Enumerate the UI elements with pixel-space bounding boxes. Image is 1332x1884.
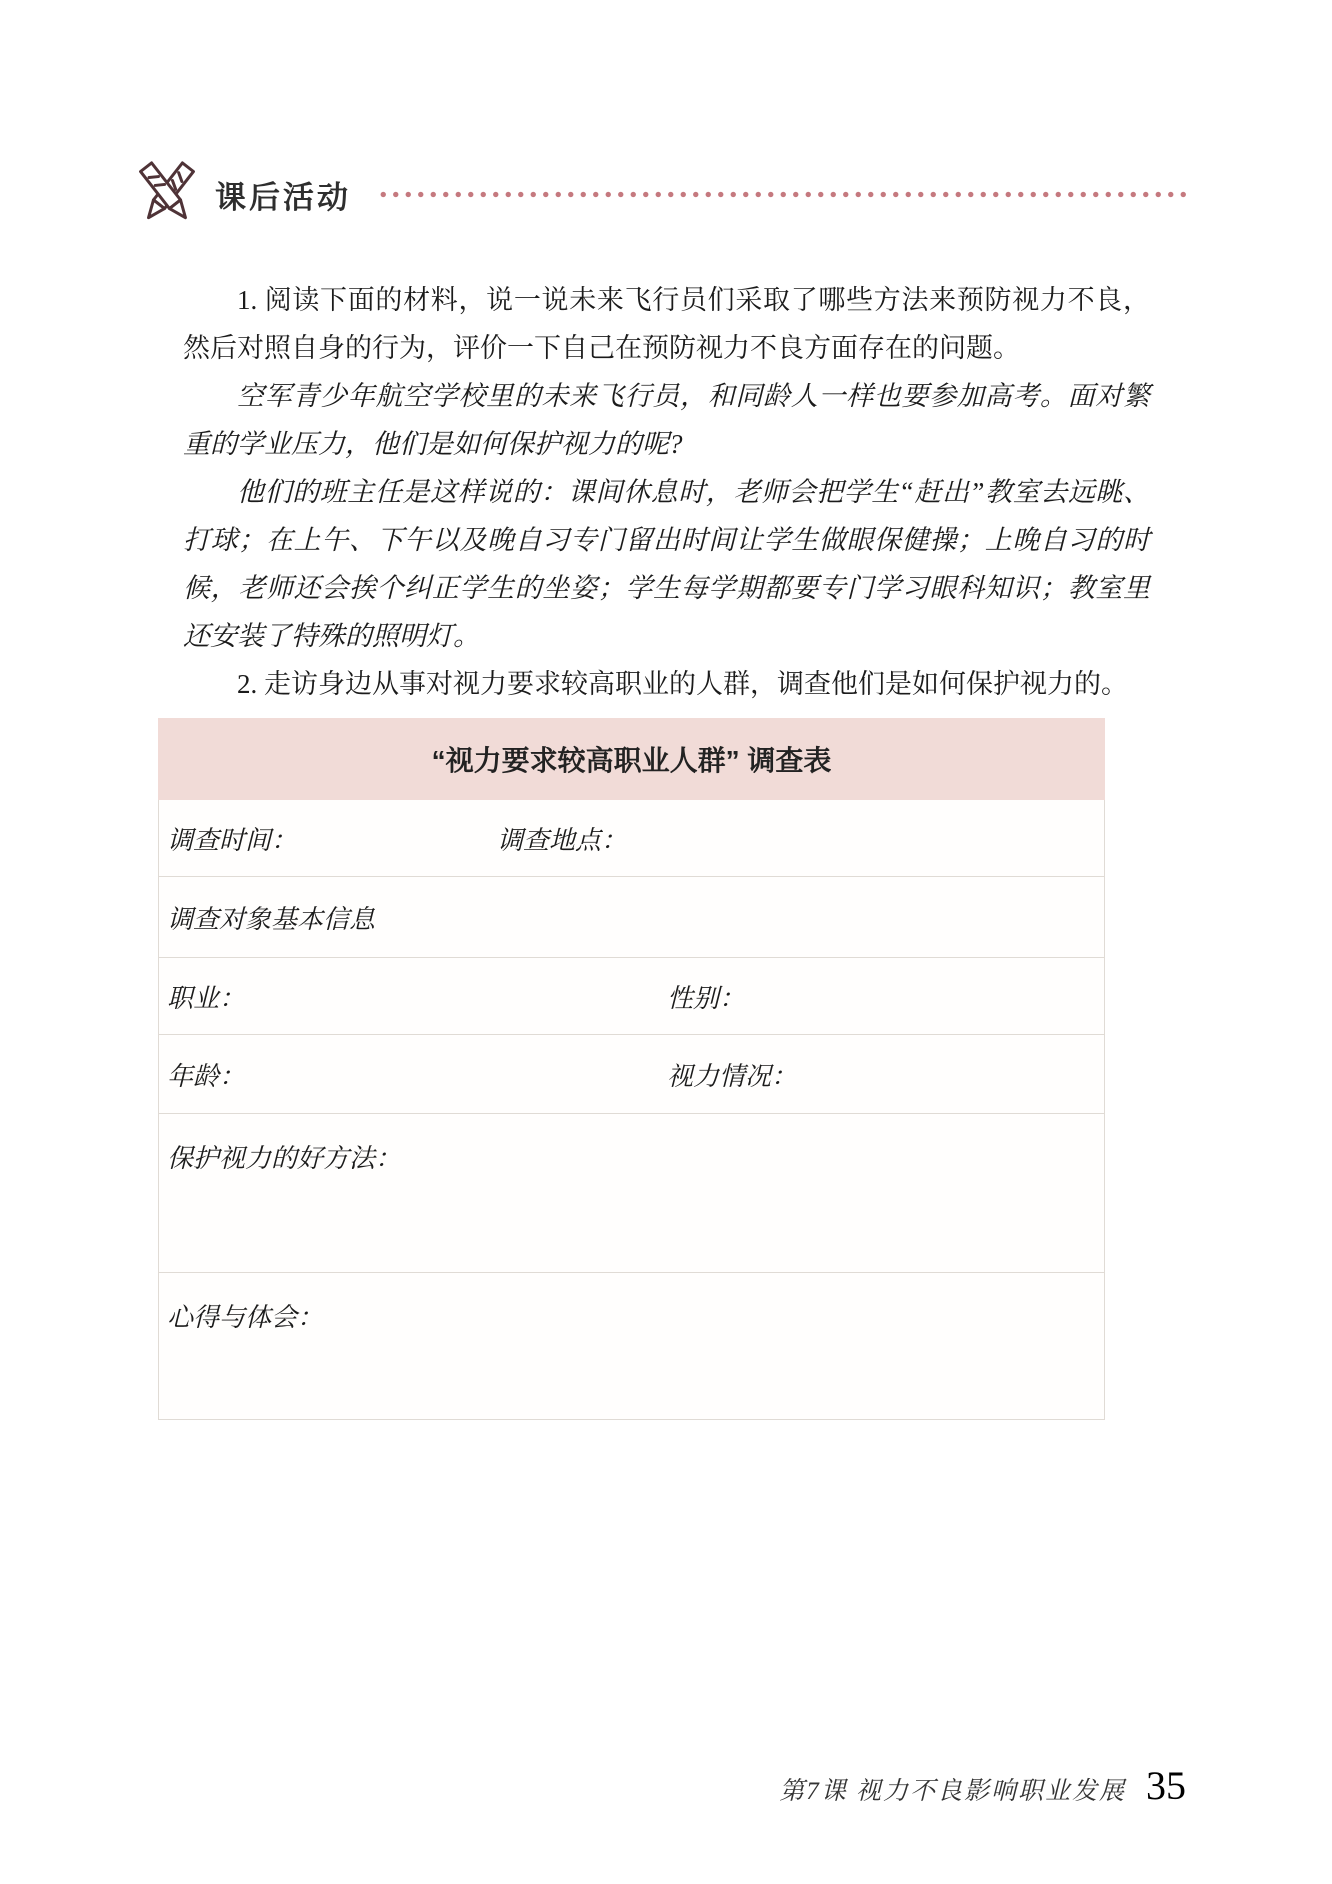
page-footer bbox=[779, 1762, 1186, 1809]
body-text bbox=[183, 276, 1150, 708]
survey-subject-info-label: 调查对象基本信息 bbox=[167, 904, 376, 934]
survey-row-methods bbox=[159, 1114, 1104, 1273]
section-title: 课后活动 bbox=[215, 179, 351, 215]
paragraph-material-intro: 空军青少年航空学校里的未来飞行员，和同龄人一样也要参加高考。面对繁重的学业压力，他们是如何保护视力的呢? bbox=[183, 381, 1150, 459]
survey-row-time-location bbox=[159, 800, 1104, 877]
footer-lesson-title: 第7课 视力不良影响职业发展 bbox=[779, 1778, 1126, 1805]
pencil-icon bbox=[133, 158, 201, 230]
activity-header bbox=[133, 158, 1190, 230]
survey-row-reflections bbox=[159, 1273, 1104, 1419]
paragraph-activity-2: 2. 走访身边从事对视力要求较高职业的人群，调查他们是如何保护视力的。 bbox=[237, 669, 1128, 699]
survey-vision-label: 视力情况： bbox=[667, 1061, 798, 1091]
survey-age-label: 年龄： bbox=[167, 1061, 246, 1091]
survey-table bbox=[158, 718, 1105, 1420]
survey-table-title: “视力要求较高职业人群” 调查表 bbox=[158, 718, 1105, 800]
survey-row-age-vision bbox=[159, 1035, 1104, 1114]
dotted-divider bbox=[377, 191, 1190, 198]
survey-time-label: 调查时间： bbox=[167, 825, 298, 855]
paragraph-material-detail: 他们的班主任是这样说的：课间休息时，老师会把学生“赶出”教室去远眺、打球；在上午、下午以及晚自习专门留出时间让学生做眼保健操；上晚自习的时候，老师还会挨个纠正学生的坐姿；学生每学期都要专门学习眼科知识；教室里还安装了特殊的照明灯。 bbox=[183, 477, 1150, 651]
survey-location-label: 调查地点： bbox=[497, 825, 628, 855]
survey-row-subject-info bbox=[159, 877, 1104, 958]
survey-row-occupation-gender bbox=[159, 958, 1104, 1035]
survey-table-body bbox=[158, 800, 1105, 1420]
survey-gender-label: 性别： bbox=[667, 983, 746, 1013]
survey-methods-label: 保护视力的好方法： bbox=[167, 1144, 402, 1173]
survey-reflections-label: 心得与体会： bbox=[167, 1303, 324, 1332]
footer-page-number: 35 bbox=[1146, 1763, 1186, 1808]
survey-occupation-label: 职业： bbox=[167, 983, 246, 1013]
paragraph-activity-1: 1. 阅读下面的材料，说一说未来飞行员们采取了哪些方法来预防视力不良，然后对照自身的行为，评价一下自己在预防视力不良方面存在的问题。 bbox=[183, 285, 1150, 363]
